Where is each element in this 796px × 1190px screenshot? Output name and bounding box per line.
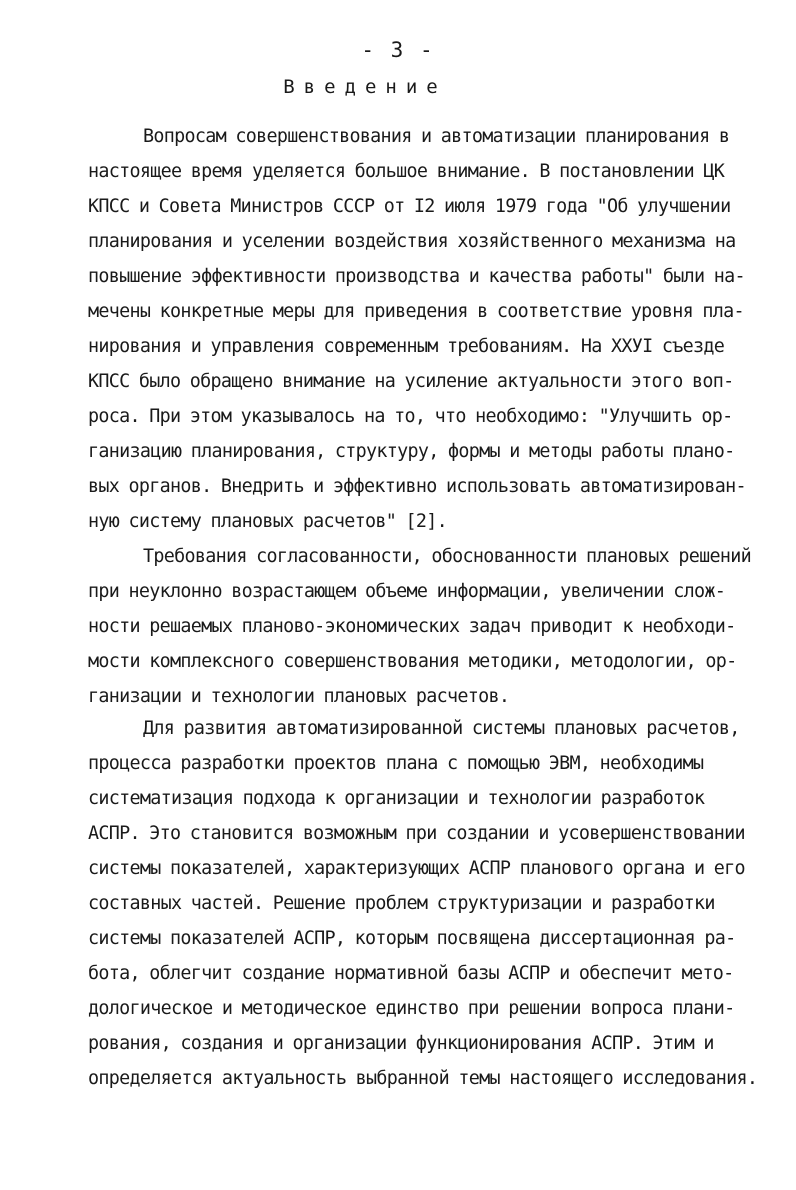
text-line: повышение эффективности производства и качества работы" были на-	[88, 266, 745, 287]
text-line: Требования согласованности, обоснованности плановых решений	[143, 546, 751, 567]
text-line: КПСС было обращено внимание на усиление актуальности этого воп-	[88, 371, 734, 392]
text-line: дологическое и методическое единство при решении вопроса плани-	[88, 998, 735, 1019]
text-line: при неуклонно возрастающем объеме информации, увеличении слож-	[88, 581, 726, 602]
text-line: настоящее время уделяется большое внимание. В постановлении ЦК	[88, 161, 725, 182]
text-line: ности решаемых планово-экономических задач приводит к необходи-	[88, 616, 736, 637]
text-line: роса. При этом указывалось на то, что необходимо: "Улучшить ор-	[88, 406, 733, 427]
text-line: мечены конкретные меры для приведения в соответствие уровня пла-	[88, 301, 744, 322]
text-line: рования, создания и организации функционирования АСПР. Этим и	[88, 1033, 714, 1054]
text-line: бота, облегчит создание нормативной базы АСПР и обеспечит мето-	[88, 963, 734, 984]
text-line: Вопросам совершенствования и автоматизации планирования в	[143, 126, 730, 147]
text-line: Для развития автоматизированной системы плановых расчетов,	[143, 718, 740, 739]
text-line: системы показателей АСПР, которым посвящена диссертационная ра-	[88, 928, 736, 949]
text-line: КПСС и Совета Министров СССР от I2 июля 1979 года "Об улучшении	[88, 196, 731, 217]
text-line: процесса разработки проектов плана с помощью ЭВМ, необходимы	[88, 753, 704, 774]
text-line: систематизация подхода к организации и технологии разработок	[88, 788, 705, 809]
text-line: АСПР. Это становится возможным при создании и усовершенствовании	[88, 823, 745, 844]
text-line: определяется актуальность выбранной темы настоящего исследования.	[88, 1068, 758, 1089]
text-line: ганизации и технологии плановых расчетов.	[88, 686, 510, 707]
text-line: составных частей. Решение проблем структуризации и разработки	[88, 893, 715, 914]
text-line: нирования и управления современным требованиям. На XXУI съезде	[88, 336, 725, 357]
page-number: - 3 -	[361, 38, 435, 62]
text-line: мости комплексного совершенствования методики, методологии, ор-	[88, 651, 737, 672]
section-heading: Введение	[283, 76, 447, 98]
text-line: планирования и уселении воздействия хозяйственного механизма на	[88, 231, 736, 252]
text-line: системы показателей, характеризующих АСПР планового органа и его	[88, 858, 745, 879]
text-line: вых органов. Внедрить и эффективно использовать автоматизирован-	[88, 476, 746, 497]
text-line: ную систему плановых расчетов" [2].	[88, 511, 448, 532]
text-line: ганизацию планирования, структуру, формы и методы работы плано-	[88, 441, 735, 462]
